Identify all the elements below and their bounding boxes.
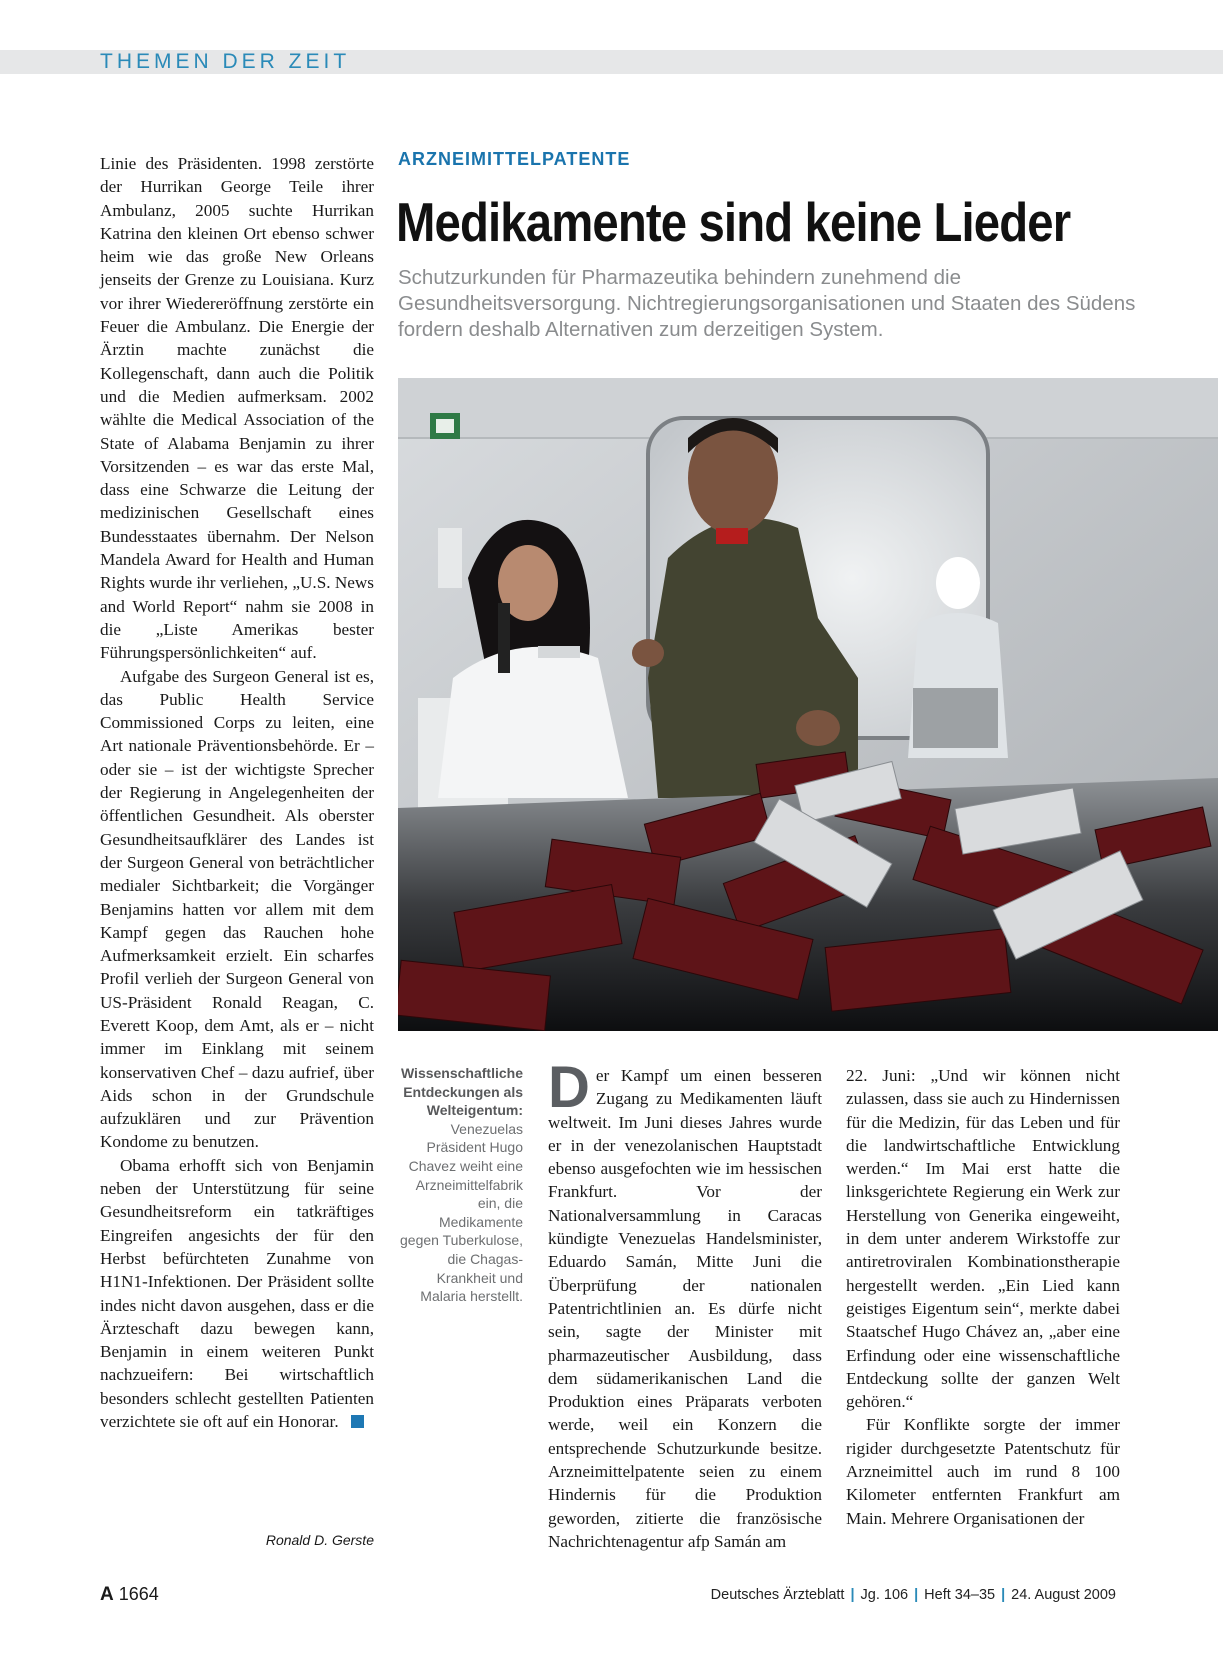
kicker: ARZNEIMITTELPATENTE xyxy=(398,149,631,169)
journal-volume: Jg. 106 xyxy=(860,1587,909,1603)
footer-separator: | xyxy=(1001,1587,1006,1603)
author: Ronald D. Gerste xyxy=(265,1532,374,1548)
body-paragraph-3: Für Konflikte sorgte der immer rigider durchgesetzte Patentschutz für Arzneimittel auch im rund 8 100 Kilometer entfernten Frankfurt am Main. Mehrere Organisationen der xyxy=(846,1415,1120,1528)
body-column-right xyxy=(846,1064,1120,1530)
left-column xyxy=(100,152,374,1433)
footer-citation xyxy=(711,1587,1116,1603)
subtitle: Schutzurkunden für Pharmazeutika behindern zunehmend die Gesundheitsversorgung. Nichtregierungsorganisationen und Staaten des Südens fordern deshalb Alternativen zum derzeitigen System. xyxy=(398,266,1136,341)
footer-separator: | xyxy=(850,1587,855,1603)
body-paragraph-2: 22. Juni: „Und wir können nicht zulassen, dass sie auch zu Hindernissen für die Medizin, für das Leben und für die landwirtschaftliche Entwicklung werden.“ Im Mai erst hatte die linksgerichtete Regierung ein Werk zur Herstellung von Generika eingeweiht, in dem unter anderem Wirkstoffe zur antiretroviralen Kombinationstherapie hergestellt werden. „Ein Lied kann geistiges Eigentum sein“, merkte dabei Staatschef Hugo Chávez an, „aber eine Erfindung oder eine wissenschaftliche Entdeckung sollte der ganzen Welt gehören.“ xyxy=(846,1066,1120,1412)
footer-separator: | xyxy=(914,1587,919,1603)
journal-name: Deutsches Ärzteblatt xyxy=(710,1587,845,1603)
end-mark-icon xyxy=(351,1415,364,1428)
article-photo xyxy=(398,378,1218,1031)
left-paragraph-2: Aufgabe des Surgeon General ist es, das Public Health Service Commissioned Corps zu leiten, eine Art nationale Präventionsbehörde. Er – oder sie – ist der wichtigste Sprecher der Regierung in Angelegenheiten der öffentlichen Gesundheit. Als oberster Gesundheitsaufklärer des Landes ist der Surgeon General von beträchtlicher medialer Sichtbarkeit; die Vorgänger Benjamins hatten vor allem mit dem Kampf gegen das Rauchen hohe Aufmerksamkeit erzielt. Ein scharfes Profil verlieh der Surgeon General von US-Präsident Ronald Reagan, C. Everett Koop, dem Amt, als er – nicht immer im Einklang mit seinem konservativen Chef – dazu aufrief, über Aids schon in der Grundschule aufzuklären und zur Prävention Kondome zu benutzen. xyxy=(100,666,374,1152)
body-paragraph-1 xyxy=(548,1055,822,1553)
left-paragraph-3-text: Obama erhofft sich von Benjamin neben der Unterstützung für seine Gesundheitsreform ein tatkräftiges Eingreifen angesichts der für den Herbst befürchteten Zunahme von H1N1-Infektionen. Der Präsident sollte indes nicht davon ausgehen, dass er die Ärzteschaft dazu bewegen kann, Benjamin in einem weiteren Punkt nachzueifern: Bei wirtschaftlich besonders schlecht gestellten Patienten verzichtete sie oft auf ein Honorar. xyxy=(100,1155,374,1432)
journal-date: 24. August 2009 xyxy=(1011,1587,1116,1603)
headline: Medikamente sind keine Lieder xyxy=(396,191,1071,253)
body-paragraph-1-text: er Kampf um einen besseren Zugang zu Medikamenten läuft weltweit. Im Juni dieses Jahres wurde er in der venezolanischen Hauptstadt ebenso ausgefochten wie im hessischen Frankfurt. Vor der Nationalversammlung in Caracas kündigte Venezuelas Handelsminister, Eduardo Samán, Mitte Juni die Überprüfung der nationalen Patentrichtlinien an. Es dürfe nicht sein, sagte der Minister mit pharmazeutischer Ausbildung, dass dem südamerikanischen Land die Produktion eines Präparats verboten werde, weil ein Konzern die entsprechende Schutzurkunde besitze. Arzneimittelpatente seien zu einem Hindernis für die Produktion geworden, zitierte die französische Nachrichtenagentur afp Samán am xyxy=(548,1066,822,1551)
journal-issue: Heft 34–35 xyxy=(924,1587,996,1603)
left-paragraph-1: Linie des Präsidenten. 1998 zerstörte der Hurrikan George Teile ihrer Ambulanz, 2005 suchte Hurrikan Katrina den kleinen Ort ebenso schwer heim wie das große New Orleans jenseits der Grenze zu Louisiana. Kurz vor ihrer Wiedereröffnung zerstörte ein Feuer die Ambulanz. Die Energie der Ärztin machte zunächst die Kollegenschaft, dann auch die Politik und die Medien aufmerksam. 2002 wählte die Medical Association of the State of Alabama Benjamin zu ihrer Vorsitzenden – es war das erste Mal, dass eine Schwarze die Leitung der medizinischen Gesellschaft eines Bundesstaates übernahm. Der Nelson Mandela Award for Health and Human Rights wurde ihr verliehen, „U.S. News and World Report“ nahm sie 2008 in die „Liste Amerikas bester Führungspersönlichkeiten“ auf. xyxy=(100,154,374,663)
caption-text: Venezuelas Präsident Hugo Chavez weiht eine Arzneimittelfabrik ein, die Medikamente gegen Tuberkulose, die Chagas-Krankheit und Malaria herstellt. xyxy=(400,1120,523,1305)
section-title: THEMEN DER ZEIT xyxy=(100,50,351,73)
page-number-value: 1664 xyxy=(118,1584,159,1604)
body-column-middle xyxy=(548,1055,822,1553)
caption-title: Wissenschaftliche Entdeckungen als Welteigentum: xyxy=(400,1065,523,1119)
photo-caption xyxy=(398,1064,523,1306)
page-prefix: A xyxy=(100,1584,114,1605)
dropcap: D xyxy=(548,1055,590,1120)
page-number xyxy=(100,1584,159,1606)
left-paragraph-3 xyxy=(100,1154,374,1434)
